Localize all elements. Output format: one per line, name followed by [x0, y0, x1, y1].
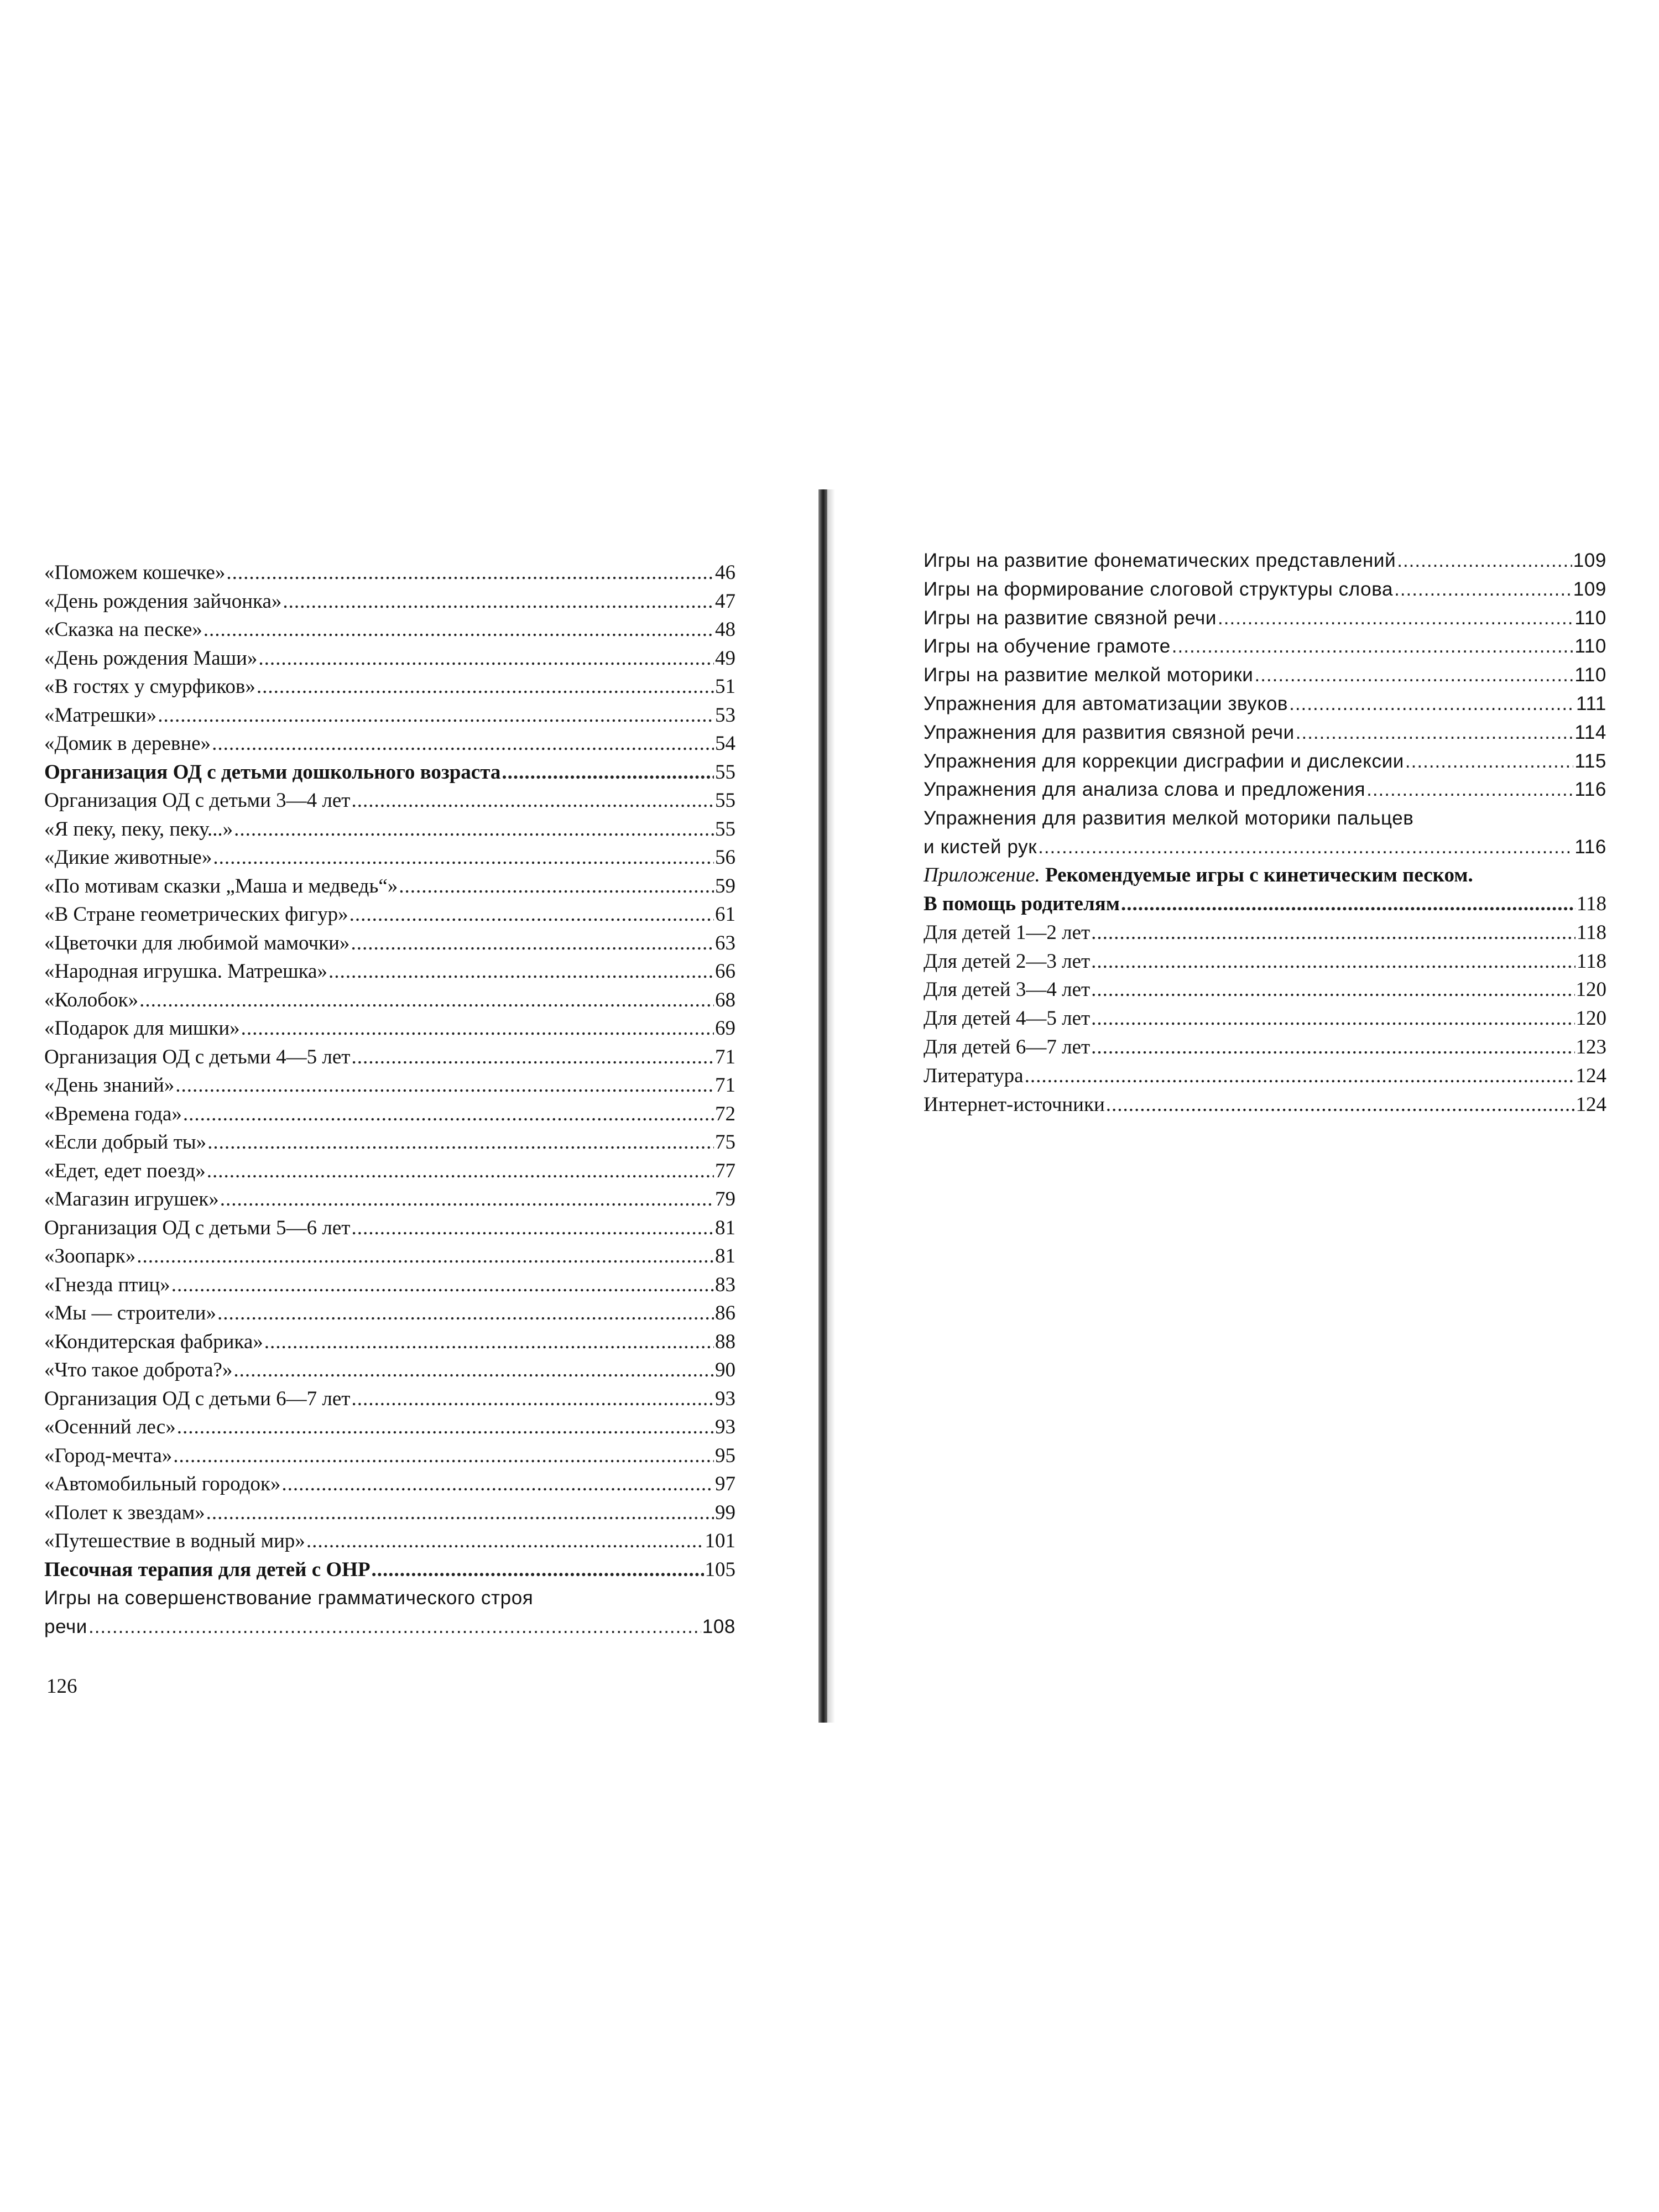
toc-title: «Гнезда птиц»	[44, 1273, 170, 1296]
toc-leader	[158, 701, 714, 730]
toc-title: «Полет к звездам»	[44, 1501, 205, 1524]
toc-entry	[44, 1356, 735, 1385]
toc-title: «Если добрый ты»	[44, 1131, 207, 1154]
toc-entry	[44, 1185, 735, 1214]
toc-page: 116	[1574, 779, 1606, 801]
toc-page: 56	[715, 846, 735, 869]
toc-section-heading	[44, 1556, 735, 1584]
toc-entry	[44, 900, 735, 929]
book-spine	[818, 489, 827, 1723]
toc-leader	[258, 644, 714, 673]
toc-entry	[44, 1014, 735, 1043]
toc-entry	[44, 1242, 735, 1271]
toc-page: 47	[715, 589, 735, 613]
toc-entry	[44, 1271, 735, 1300]
toc-leader	[351, 1214, 714, 1243]
toc-entry	[44, 843, 735, 872]
toc-page: 59	[715, 874, 735, 898]
toc-leader	[372, 1556, 704, 1584]
toc-title: «Магазин игрушек»	[44, 1188, 219, 1211]
toc-page: 71	[715, 1045, 735, 1068]
toc-page: 116	[1574, 836, 1606, 858]
toc-page: 53	[715, 703, 735, 727]
toc-leader	[502, 758, 714, 787]
toc-entry-line1: Игры на совершенствование грамматического строя	[44, 1587, 534, 1609]
toc-title: Литература	[924, 1064, 1024, 1087]
toc-page: 49	[715, 646, 735, 670]
toc-page: 93	[715, 1416, 735, 1438]
toc-page: 79	[715, 1188, 735, 1211]
toc-entry	[924, 690, 1606, 718]
toc-entry	[44, 672, 735, 701]
toc-entry	[924, 718, 1606, 747]
toc-title: «Домик в деревне»	[44, 732, 211, 755]
toc-leader	[1289, 690, 1575, 718]
toc-page: 114	[1574, 721, 1606, 743]
toc-title: «Автомобильный городок»	[44, 1473, 281, 1495]
toc-page: 95	[715, 1444, 735, 1467]
toc-leader	[349, 900, 714, 929]
toc-leader	[139, 986, 714, 1015]
toc-leader	[1394, 575, 1572, 604]
toc-title: Для детей 1—2 лет	[924, 921, 1091, 944]
toc-leader	[88, 1613, 701, 1641]
toc-entry	[44, 986, 735, 1015]
toc-entry	[44, 1328, 735, 1357]
right-page-toc	[924, 546, 1606, 1119]
toc-entry	[44, 1299, 735, 1328]
toc-leader	[1025, 1062, 1575, 1091]
toc-entry	[44, 1071, 735, 1100]
toc-title: «Подарок для мишки»	[44, 1017, 240, 1040]
toc-page: 93	[715, 1387, 735, 1410]
toc-leader	[137, 1242, 714, 1271]
toc-leader	[399, 872, 714, 901]
toc-entry	[44, 929, 735, 958]
toc-page: 110	[1574, 635, 1606, 658]
toc-leader	[206, 1499, 714, 1527]
toc-title: Игры на обучение грамоте	[924, 635, 1171, 658]
toc-title: «Времена года»	[44, 1102, 182, 1125]
toc-page: 68	[715, 988, 735, 1011]
toc-leader	[1366, 775, 1573, 804]
toc-leader	[177, 1413, 714, 1442]
toc-entry-line1: Упражнения для развития мелкой моторики пальцев	[924, 807, 1414, 830]
toc-leader	[183, 1100, 714, 1129]
toc-title: Упражнения для анализа слова и предложения	[924, 779, 1366, 801]
toc-page: 83	[715, 1273, 735, 1296]
toc-page: 124	[1575, 1064, 1606, 1087]
toc-entry	[924, 575, 1606, 604]
toc-page: 81	[715, 1245, 735, 1267]
toc-leader	[171, 1271, 714, 1300]
toc-entry	[924, 632, 1606, 661]
toc-entry	[924, 919, 1606, 947]
toc-title: «День рождения Маши»	[44, 646, 258, 670]
toc-page: 66	[715, 960, 735, 983]
appendix-label: Приложение.	[924, 864, 1040, 887]
toc-leader	[351, 929, 714, 958]
toc-leader	[207, 1157, 714, 1186]
toc-leader	[1254, 661, 1573, 690]
toc-leader	[213, 843, 714, 872]
toc-page: 69	[715, 1017, 735, 1040]
toc-page: 55	[715, 817, 735, 841]
toc-leader	[351, 1043, 714, 1072]
toc-page: 63	[715, 931, 735, 954]
toc-entry	[44, 1385, 735, 1413]
toc-leader	[226, 559, 714, 587]
toc-page: 77	[715, 1159, 735, 1182]
toc-title: Игры на развитие мелкой моторики	[924, 664, 1254, 686]
toc-leader	[241, 1014, 714, 1043]
toc-title: «Путешествие в водный мир»	[44, 1530, 305, 1552]
toc-entry	[44, 1413, 735, 1442]
toc-leader	[204, 615, 714, 644]
toc-leader	[306, 1527, 704, 1556]
toc-page: 55	[715, 760, 735, 784]
toc-leader	[207, 1128, 714, 1157]
toc-title: «Осенний лес»	[44, 1416, 176, 1438]
toc-title: Для детей 3—4 лет	[924, 978, 1091, 1001]
toc-title: «Кондитерская фабрика»	[44, 1330, 263, 1353]
toc-entry	[44, 559, 735, 587]
toc-leader	[1121, 890, 1575, 919]
toc-title: речи	[44, 1615, 87, 1637]
toc-page: 105	[705, 1558, 735, 1581]
toc-leader	[217, 1299, 714, 1328]
toc-entry	[44, 1499, 735, 1527]
toc-page: 108	[702, 1615, 735, 1637]
toc-title: Для детей 6—7 лет	[924, 1035, 1091, 1058]
toc-entry	[44, 1100, 735, 1129]
toc-entry	[924, 661, 1606, 690]
toc-title: «Едет, едет поезд»	[44, 1159, 206, 1182]
toc-leader	[1091, 947, 1575, 976]
toc-title: Организация ОД с детьми 4—5 лет	[44, 1045, 351, 1068]
toc-entry	[44, 1527, 735, 1556]
toc-entry	[924, 833, 1606, 862]
toc-title: Организация ОД с детьми дошкольного возраста	[44, 760, 501, 784]
toc-page: 88	[715, 1330, 735, 1353]
toc-entry	[44, 1157, 735, 1186]
toc-leader	[1038, 833, 1573, 862]
toc-title: «В гостях у смурфиков»	[44, 675, 255, 698]
toc-leader	[173, 1442, 714, 1470]
page-number: 126	[46, 1675, 77, 1698]
toc-title: «Мы — строители»	[44, 1302, 216, 1324]
toc-section-heading	[44, 758, 735, 787]
toc-page: 109	[1573, 550, 1606, 571]
toc-leader	[212, 729, 714, 758]
toc-leader	[220, 1185, 714, 1214]
toc-title: Упражнения для автоматизации звуков	[924, 692, 1288, 714]
toc-title: Для детей 2—3 лет	[924, 950, 1091, 973]
toc-title: «День рождения зайчонка»	[44, 589, 282, 613]
toc-entry	[44, 1470, 735, 1499]
toc-leader	[1397, 546, 1572, 575]
toc-title: «По мотивам сказки „Маша и медведь“»	[44, 874, 398, 898]
toc-page: 75	[715, 1131, 735, 1154]
toc-title: «В Стране геометрических фигур»	[44, 903, 348, 926]
toc-title: «Колобок»	[44, 988, 139, 1011]
toc-leader	[1218, 604, 1573, 633]
toc-page: 61	[715, 903, 735, 926]
toc-entry	[924, 947, 1606, 976]
toc-entry	[44, 872, 735, 901]
toc-entry	[924, 546, 1606, 575]
toc-entry	[44, 729, 735, 758]
toc-page: 110	[1574, 607, 1606, 629]
toc-title: Игры на развитие связной речи	[924, 607, 1217, 629]
toc-entry	[44, 587, 735, 616]
toc-title: Организация ОД с детьми 6—7 лет	[44, 1387, 351, 1410]
toc-page: 123	[1575, 1035, 1606, 1058]
toc-page: 90	[715, 1359, 735, 1381]
toc-page: 115	[1574, 750, 1606, 772]
toc-page: 111	[1575, 692, 1606, 714]
toc-page: 48	[715, 618, 735, 641]
toc-page: 118	[1576, 892, 1606, 915]
toc-entry	[924, 975, 1606, 1004]
toc-page: 46	[715, 561, 735, 584]
toc-title: «Поможем кошечке»	[44, 561, 226, 584]
toc-leader	[175, 1071, 714, 1100]
toc-page: 109	[1573, 578, 1606, 600]
toc-title: Для детей 4—5 лет	[924, 1007, 1091, 1030]
toc-leader	[351, 1385, 714, 1413]
toc-entry	[924, 1033, 1606, 1062]
toc-title: «Я пеку, пеку, пеку...»	[44, 817, 233, 841]
toc-leader	[264, 1328, 714, 1357]
toc-page: 120	[1575, 978, 1606, 1001]
toc-entry	[924, 1091, 1606, 1119]
toc-entry	[924, 775, 1606, 804]
toc-leader	[233, 1356, 714, 1385]
toc-entry	[44, 957, 735, 986]
toc-entry	[924, 604, 1606, 633]
toc-title: Организация ОД с детьми 3—4 лет	[44, 789, 351, 812]
toc-leader	[283, 587, 714, 616]
toc-title: «Что такое доброта?»	[44, 1359, 233, 1381]
toc-title: Песочная терапия для детей с ОНР	[44, 1558, 371, 1581]
toc-leader	[1172, 632, 1574, 661]
toc-leader	[1296, 718, 1574, 747]
toc-page: 118	[1576, 921, 1606, 944]
toc-page: 118	[1576, 950, 1606, 973]
toc-entry	[44, 1613, 735, 1641]
toc-entry	[44, 1442, 735, 1470]
toc-page: 51	[715, 675, 735, 698]
toc-entry	[44, 1128, 735, 1157]
toc-page: 101	[705, 1530, 735, 1552]
toc-title: «Дикие животные»	[44, 846, 212, 869]
toc-title: Организация ОД с детьми 5—6 лет	[44, 1216, 351, 1239]
toc-page: 124	[1575, 1093, 1606, 1116]
toc-leader	[1091, 919, 1575, 947]
toc-page: 97	[715, 1473, 735, 1495]
toc-leader	[1405, 747, 1573, 776]
toc-title: Игры на развитие фонематических представлений	[924, 550, 1396, 571]
toc-title: «Зоопарк»	[44, 1245, 136, 1267]
toc-page: 99	[715, 1501, 735, 1524]
toc-leader	[1091, 1033, 1574, 1062]
toc-entry	[44, 786, 735, 815]
toc-entry	[44, 644, 735, 673]
toc-leader	[234, 815, 714, 844]
toc-title: Игры на формирование слоговой структуры слова	[924, 578, 1394, 600]
toc-leader	[1091, 1004, 1574, 1033]
toc-title: «День знаний»	[44, 1074, 175, 1097]
toc-title: «Матрешки»	[44, 703, 157, 727]
toc-page: 86	[715, 1302, 735, 1324]
toc-title: Упражнения для коррекции дисграфии и дислексии	[924, 750, 1404, 772]
toc-title: «Город-мечта»	[44, 1444, 173, 1467]
toc-entry	[44, 615, 735, 644]
toc-entry	[924, 1062, 1606, 1091]
left-page-toc	[44, 559, 735, 1641]
toc-page: 110	[1574, 664, 1606, 686]
toc-entry	[924, 747, 1606, 776]
toc-title: Интернет-источники	[924, 1093, 1105, 1116]
toc-leader	[257, 672, 714, 701]
toc-page: 81	[715, 1216, 735, 1239]
toc-page: 72	[715, 1102, 735, 1125]
toc-title: «Цветочки для любимой мамочки»	[44, 931, 350, 954]
toc-entry	[44, 1214, 735, 1243]
toc-title: и кистей рук	[924, 836, 1037, 858]
toc-leader	[1091, 975, 1574, 1004]
toc-entry	[44, 815, 735, 844]
toc-leader	[1106, 1091, 1575, 1119]
toc-entry	[924, 1004, 1606, 1033]
toc-leader	[328, 957, 714, 986]
toc-entry	[44, 1043, 735, 1072]
toc-title: Упражнения для развития связной речи	[924, 721, 1295, 743]
toc-title: В помощь родителям	[924, 892, 1120, 915]
toc-leader	[281, 1470, 714, 1499]
toc-page: 71	[715, 1074, 735, 1097]
toc-page: 120	[1575, 1007, 1606, 1030]
toc-page: 54	[715, 732, 735, 755]
appendix-heading-line1	[924, 861, 1606, 890]
appendix-title: Рекомендуемые игры с кинетическим песком.	[1045, 864, 1473, 887]
toc-title: «Сказка на песке»	[44, 618, 202, 641]
toc-page: 55	[715, 789, 735, 812]
appendix-heading-line2	[924, 890, 1606, 919]
spine-shadow	[827, 489, 835, 1723]
toc-leader	[351, 786, 714, 815]
toc-entry	[44, 701, 735, 730]
toc-title: «Народная игрушка. Матрешка»	[44, 960, 327, 983]
